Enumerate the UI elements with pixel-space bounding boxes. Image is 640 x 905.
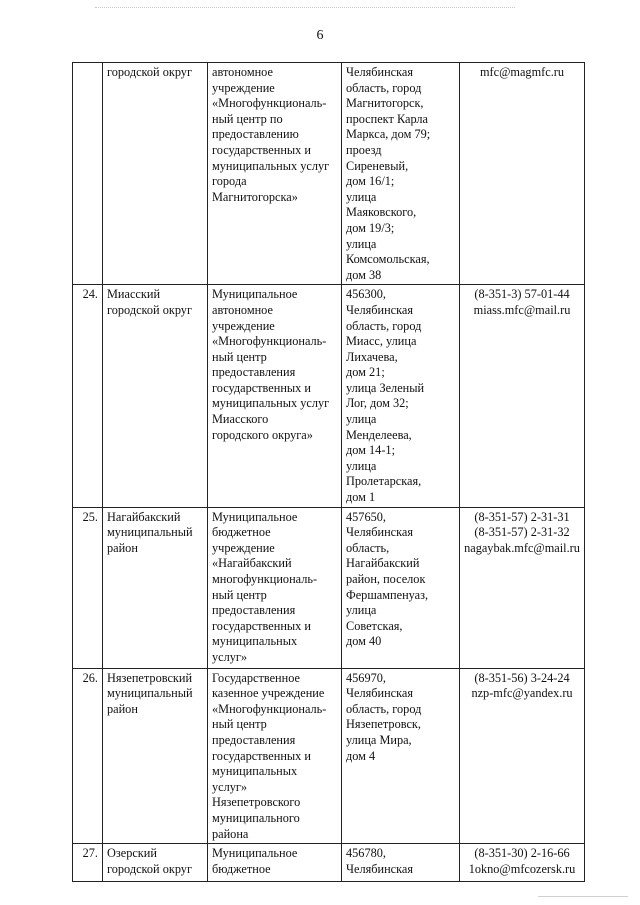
cell-line: улица xyxy=(346,458,377,473)
cell-line: проспект Карла xyxy=(346,111,429,126)
cell-line: дом 16/1; xyxy=(346,174,395,189)
cell-line: многофункциональ- xyxy=(212,572,318,586)
cell-line: проезд xyxy=(346,142,382,157)
cell-line: Менделеева, xyxy=(346,427,412,442)
cell-line: учреждение xyxy=(212,318,275,333)
cell-line: улица xyxy=(346,236,377,251)
table-row xyxy=(73,507,585,668)
row-number-cell: 26. xyxy=(73,668,103,844)
municipality-cell xyxy=(103,507,208,668)
cell-line: бюджетное xyxy=(212,525,271,540)
municipality-cell xyxy=(103,63,208,285)
cell-line: муниципальных услуг xyxy=(212,158,330,173)
cell-line: Магнитогорск, xyxy=(346,96,424,111)
cell-line: государственных и xyxy=(212,618,311,633)
table-row xyxy=(73,285,585,507)
municipality-cell xyxy=(103,668,208,844)
mfc-registry-table xyxy=(72,62,585,882)
cell-line: дом 1 xyxy=(346,490,376,505)
cell-line: 457650, xyxy=(346,509,386,524)
cell-line: района xyxy=(212,826,249,841)
cell-line: Маркса, дом 79; xyxy=(346,127,431,142)
cell-line: муниципального xyxy=(212,810,300,825)
cell-line: учреждение xyxy=(212,80,275,95)
cell-line: Сиреневый, xyxy=(346,158,409,173)
organization-cell xyxy=(208,844,342,882)
cell-line: область, город xyxy=(346,318,422,333)
cell-line: автономное xyxy=(212,65,273,79)
cell-line: район xyxy=(107,540,138,555)
cell-line: предоставлению xyxy=(212,127,299,142)
row-number-cell: 27. xyxy=(73,844,103,882)
cell-line: улица Зеленый xyxy=(346,380,425,395)
scan-artifact-corner xyxy=(538,896,628,899)
cell-line: дом 21; xyxy=(346,365,385,380)
cell-line: Государственное xyxy=(212,670,300,685)
contact-line: (8-351-30) 2-16-66 xyxy=(474,846,570,861)
cell-line: Советская, xyxy=(346,618,403,633)
table-body xyxy=(73,63,585,882)
cell-line: Лог, дом 32; xyxy=(346,396,409,411)
cell-line: улица Мира, xyxy=(346,733,412,747)
cell-line: Фершампенуаз, xyxy=(346,587,429,602)
cell-line: услуг» xyxy=(212,649,248,664)
contact-line: (8-351-57) 2-31-31 xyxy=(474,509,570,524)
cell-line: городской округ xyxy=(107,861,192,876)
cell-line: 456300, xyxy=(346,287,386,302)
cell-line: учреждение xyxy=(212,540,275,555)
contact-line: 1okno@mfcozersk.ru xyxy=(468,861,576,876)
cell-line: «Многофункциональ- xyxy=(212,701,327,716)
address-cell xyxy=(342,507,460,668)
address-cell xyxy=(342,285,460,507)
contacts-cell xyxy=(460,844,585,882)
cell-line: городского округа» xyxy=(212,427,313,442)
contacts-cell xyxy=(460,507,585,668)
cell-line: Нязепетровск, xyxy=(346,717,421,732)
contacts-cell xyxy=(460,668,585,844)
cell-line: 456780, xyxy=(346,846,386,861)
cell-line: Муниципальное xyxy=(212,509,298,524)
cell-line: дом 4 xyxy=(346,748,376,763)
contact-line: miass.mfc@mail.ru xyxy=(473,302,571,317)
contacts-cell xyxy=(460,63,585,285)
cell-line: казенное учреждение xyxy=(212,686,325,701)
cell-line: Нагайбакский xyxy=(107,509,181,524)
cell-line: дом 14-1; xyxy=(346,443,395,458)
cell-line: дом 40 xyxy=(346,634,382,649)
cell-line: муниципальный xyxy=(107,686,193,701)
cell-line: Челябинская xyxy=(346,302,414,317)
cell-line: область, город xyxy=(346,701,422,716)
cell-line: Магнитогорска» xyxy=(212,189,298,204)
table-row xyxy=(73,63,585,285)
contact-line: (8-351-3) 57-01-44 xyxy=(474,287,570,302)
cell-line: Озерский xyxy=(107,846,157,861)
cell-line: Муниципальное xyxy=(212,287,298,302)
table-row xyxy=(73,844,585,882)
cell-line: автономное xyxy=(212,302,273,317)
cell-line: дом 38 xyxy=(346,267,382,282)
cell-line: улица xyxy=(346,412,377,427)
cell-line: Маяковского, xyxy=(346,205,417,220)
cell-line: Челябинская xyxy=(346,65,414,79)
scan-artifact-line xyxy=(95,7,515,10)
row-number-cell: 25. xyxy=(73,507,103,668)
cell-line: государственных и xyxy=(212,748,311,763)
cell-line: «Многофункциональ- xyxy=(212,96,327,111)
cell-line: Миасский xyxy=(107,287,161,302)
cell-line: муниципальный xyxy=(107,525,193,540)
cell-line: муниципальных услуг xyxy=(212,396,330,411)
cell-line: ный центр xyxy=(212,587,267,602)
cell-line: Муниципальное xyxy=(212,846,298,861)
row-number-cell: 24. xyxy=(73,285,103,507)
cell-line: «Нагайбакский xyxy=(212,556,292,571)
cell-line: ный центр xyxy=(212,717,267,732)
organization-cell xyxy=(208,507,342,668)
address-cell xyxy=(342,844,460,882)
cell-line: предоставления xyxy=(212,733,296,747)
cell-line: Пролетарская, xyxy=(346,474,422,489)
contact-line: mfc@magmfc.ru xyxy=(479,65,565,79)
cell-line: города xyxy=(212,174,247,189)
cell-line: Нязепетровского xyxy=(212,795,301,810)
cell-line: государственных и xyxy=(212,380,311,395)
cell-line: Нязепетровский xyxy=(107,670,193,685)
cell-line: улица xyxy=(346,189,377,204)
cell-line: муниципальных xyxy=(212,634,298,649)
cell-line: городской округ xyxy=(107,302,192,317)
cell-line: улица xyxy=(346,603,377,618)
cell-line: Нагайбакский xyxy=(346,556,420,571)
contact-line: (8-351-57) 2-31-32 xyxy=(474,525,570,540)
cell-line: дом 19/3; xyxy=(346,220,395,235)
cell-line: муниципальных xyxy=(212,764,298,779)
cell-line: предоставления xyxy=(212,603,296,618)
cell-line: Комсомольская, xyxy=(346,252,430,267)
page-number: 6 xyxy=(316,28,324,43)
contact-line: (8-351-56) 3-24-24 xyxy=(474,670,570,685)
cell-line: Лихачева, xyxy=(346,349,398,364)
cell-line: Челябинская xyxy=(346,525,414,540)
cell-line: услуг» xyxy=(212,779,248,794)
cell-line: «Многофункциональ- xyxy=(212,334,327,349)
address-cell xyxy=(342,668,460,844)
cell-line: ный центр по xyxy=(212,111,283,126)
cell-line: 456970, xyxy=(346,670,386,685)
table-row xyxy=(73,668,585,844)
cell-line: область, xyxy=(346,540,390,555)
cell-line: государственных и xyxy=(212,142,311,157)
cell-line: Челябинская xyxy=(346,861,414,876)
row-number-cell xyxy=(73,63,103,285)
cell-line: ный центр xyxy=(212,349,267,364)
cell-line: городской округ xyxy=(107,65,192,79)
municipality-cell xyxy=(103,285,208,507)
cell-line: Челябинская xyxy=(346,686,414,701)
contact-line: nagaybak.mfc@mail.ru xyxy=(464,540,580,555)
organization-cell xyxy=(208,668,342,844)
organization-cell xyxy=(208,63,342,285)
cell-line: Миасс, улица xyxy=(346,334,417,349)
cell-line: Миасского xyxy=(212,412,269,427)
municipality-cell xyxy=(103,844,208,882)
cell-line: район xyxy=(107,701,138,716)
contacts-cell xyxy=(460,285,585,507)
cell-line: бюджетное xyxy=(212,861,271,876)
contact-line: nzp-mfc@yandex.ru xyxy=(471,686,573,701)
address-cell xyxy=(342,63,460,285)
cell-line: область, город xyxy=(346,80,422,95)
cell-line: предоставления xyxy=(212,365,296,380)
cell-line: район, поселок xyxy=(346,572,426,586)
organization-cell xyxy=(208,285,342,507)
